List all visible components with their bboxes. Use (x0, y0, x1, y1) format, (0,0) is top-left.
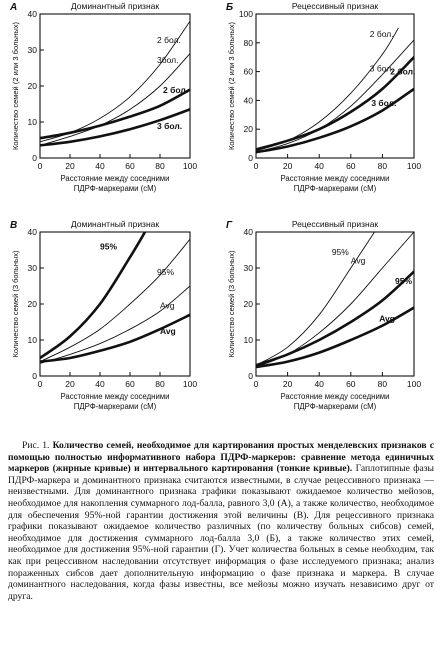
caption-title: Количество семей, необходимое для картирования простых менделевских признаков с помощью полностью информативного набора ПДРФ-маркеров: сравнение метода единичных маркеров (жирные кривые) и интервального картирования (тонкие кривые). (8, 440, 434, 475)
x-tick-label: 40 (314, 379, 324, 389)
x-tick-label: 0 (253, 379, 259, 389)
panel-title: Доминантный признак (70, 219, 160, 229)
y-tick-label: 100 (238, 9, 253, 19)
y-tick-label: 20 (243, 299, 253, 309)
y-tick-label: 20 (243, 124, 253, 135)
caption-body: Гаплотипные фазы ПДРФ-маркера и доминантного признака считаются известными, в случае рецессивного признака — неизвестными. Для доминантного признака графики показывают ожидаемое количество мейозов, необходимое для накопления суммарного лод-балла, равного 3,0 (А), а также количество, необходимое для обеспечения 95%-ной гарантии достижения этой величины (В). Для рецессивного признака графики показывают ожидаемое количество различных (по количеству больных сибсов) семей, необходимое для достижения суммарного лод-балла 3,0 (Б), а также количество этих семей, необходимое для достижения 95%-ной гарантии (Г). Учет количества больных в семье необходим, так как при рецессивном наследовании отсутствует информация о фазе исследуемого признака; анализ пораженных сибсов дает дополнительную информацию о фазе признака и маркера. В случае доминантного наследования, когда фазы известны, все мейозы можно изучать независимо друг от друга. (8, 463, 434, 602)
y-axis-label: Количество семей (2 или 3 больных) (11, 21, 20, 151)
series-line (256, 232, 375, 365)
y-tick-label: 20 (27, 299, 37, 309)
y-tick-label: 10 (27, 335, 37, 345)
x-tick-label: 80 (155, 161, 165, 171)
x-tick-label: 60 (125, 379, 135, 389)
y-tick-label: 40 (27, 9, 37, 19)
x-tick-label: 80 (155, 379, 165, 389)
x-axis-label: ПДРФ-маркерами (сМ) (73, 184, 157, 193)
series-label: 2 бол. (369, 29, 394, 40)
panel-letter: В (10, 220, 18, 231)
y-tick-label: 0 (248, 371, 253, 381)
y-tick-label: 30 (27, 45, 37, 55)
x-tick-label: 20 (282, 379, 293, 389)
series-label: 2 бол. (157, 34, 181, 45)
x-axis-label: Расстояние между соседними (60, 392, 170, 401)
y-tick-label: 0 (32, 371, 37, 381)
x-tick-label: 60 (125, 161, 135, 171)
series-label: 3бол. (157, 54, 179, 65)
y-tick-label: 60 (243, 66, 253, 77)
series-label: 95% (331, 247, 349, 258)
y-tick-label: 0 (248, 153, 253, 163)
panel-title: Рецессивный признак (291, 1, 379, 11)
series-label: 95% (100, 241, 118, 252)
x-axis-label: ПДРФ-маркерами (сМ) (73, 402, 157, 411)
x-tick-label: 0 (37, 379, 43, 389)
x-tick-label: 100 (182, 161, 198, 171)
series-line (256, 40, 414, 152)
chart-panel-2 (226, 1, 421, 193)
y-axis-label: Количество семей (2 или 3 больных) (227, 21, 236, 151)
series-line (40, 315, 190, 362)
panel-letter: А (10, 2, 18, 13)
x-tick-label: 80 (377, 379, 388, 389)
caption-label: Рис. 1. (22, 440, 50, 451)
y-tick-label: 20 (27, 81, 37, 91)
x-tick-label: 60 (346, 161, 356, 171)
y-tick-label: 10 (27, 117, 37, 127)
y-axis-label: Количество семей (3 больных) (227, 250, 236, 358)
x-tick-label: 40 (95, 161, 105, 171)
series-label: 2 бол. (390, 66, 416, 77)
y-tick-label: 40 (243, 95, 253, 106)
series-label: Avg (160, 326, 176, 337)
series-label: 2 бол. (163, 85, 189, 96)
series-line (40, 54, 190, 146)
series-line (256, 28, 398, 150)
x-axis-label: Расстояние между соседними (60, 174, 170, 183)
x-tick-label: 100 (182, 379, 198, 389)
series-line (40, 232, 145, 358)
series-label: 3 бол. (157, 121, 183, 132)
x-tick-label: 20 (65, 379, 75, 389)
x-tick-label: 40 (314, 161, 324, 171)
x-tick-label: 100 (406, 379, 422, 389)
chart-panel-3 (10, 219, 197, 411)
x-tick-label: 0 (253, 161, 259, 171)
y-tick-label: 30 (243, 263, 253, 273)
x-axis-label: ПДРФ-маркерами (сМ) (293, 402, 377, 411)
x-axis-label: Расстояние между соседними (280, 392, 390, 401)
chart-panel-4 (226, 219, 421, 411)
y-tick-label: 0 (32, 153, 37, 163)
series-label: 95% (395, 275, 413, 286)
x-axis-label: Расстояние между соседними (280, 174, 390, 183)
panel-title: Доминантный признак (70, 1, 160, 11)
x-tick-label: 100 (406, 161, 422, 171)
y-tick-label: 40 (27, 227, 37, 237)
x-tick-label: 80 (377, 161, 388, 171)
panel-title: Рецессивный признак (291, 219, 379, 229)
y-tick-label: 30 (27, 263, 37, 273)
series-label: 3 бол. (369, 63, 394, 74)
y-tick-label: 10 (243, 335, 253, 345)
series-label: Avg (379, 313, 395, 324)
y-tick-label: 40 (243, 227, 253, 237)
series-label: 95% (157, 267, 175, 278)
panel-letter: Б (226, 2, 234, 13)
x-tick-label: 20 (282, 161, 293, 171)
x-axis-label: ПДРФ-маркерами (сМ) (293, 184, 377, 193)
series-label: Avg (350, 255, 366, 266)
panel-letter: Г (226, 220, 233, 231)
x-tick-label: 0 (37, 161, 43, 171)
x-tick-label: 20 (65, 161, 75, 171)
series-label: Avg (160, 300, 175, 311)
y-tick-label: 80 (243, 37, 253, 48)
x-tick-label: 60 (346, 379, 356, 389)
x-tick-label: 40 (95, 379, 105, 389)
y-axis-label: Количество семей (3 больных) (11, 250, 20, 358)
series-label: 3 бол. (371, 98, 397, 109)
chart-panel-1 (9, 1, 197, 193)
figure-caption (8, 440, 434, 655)
